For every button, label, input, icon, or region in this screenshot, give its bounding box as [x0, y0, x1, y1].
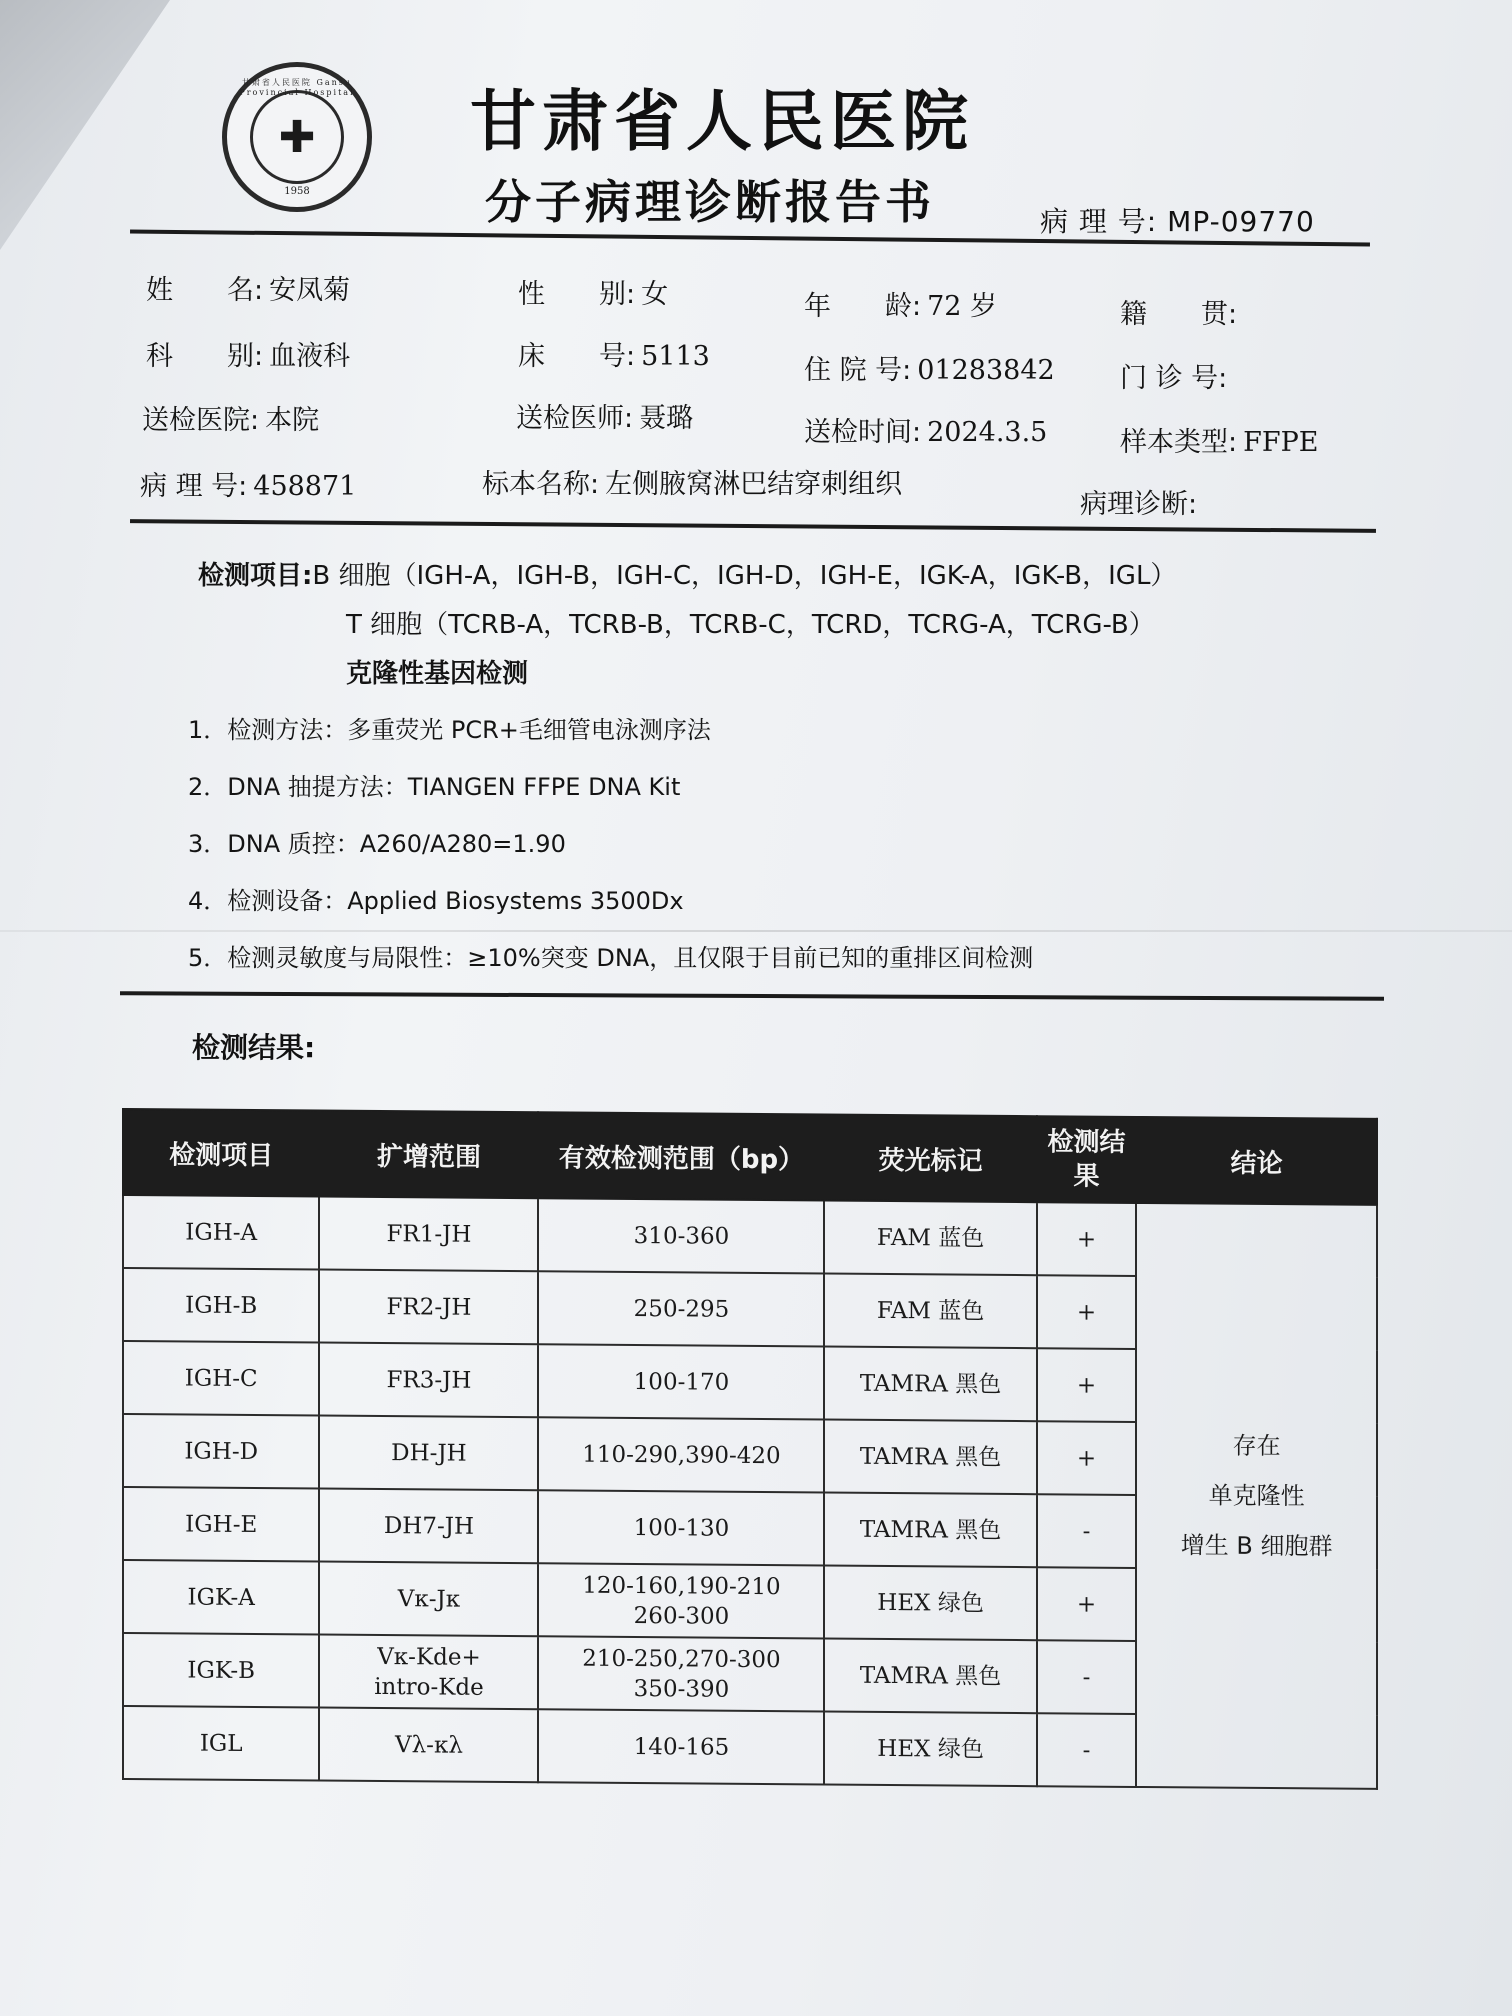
field-bed-no	[518, 334, 710, 373]
field-sending-doctor-label: 送检医师:	[516, 403, 634, 434]
cell-amplification-range: FR3-JH	[319, 1343, 538, 1418]
cell-test-result: +	[1037, 1348, 1137, 1422]
cell-test-item: IGK-A	[123, 1560, 319, 1635]
cell-amplification-range: FR2-JH	[319, 1270, 538, 1345]
field-gender	[518, 272, 668, 311]
field-gender-value: 女	[641, 279, 669, 310]
test-items-summary: 克隆性基因检测	[346, 659, 529, 689]
cell-fluorescent-label: FAM 蓝色	[824, 1201, 1036, 1276]
field-gender-label: 性 别:	[518, 279, 636, 310]
field-sending-doctor	[516, 396, 693, 435]
medical-emblem-icon: ✚	[250, 90, 344, 184]
conclusion-line: 增生 B 细胞群	[1180, 1531, 1333, 1561]
cell-test-item: IGH-C	[123, 1341, 319, 1416]
field-pathology-no-label: 病 理 号:	[140, 471, 248, 502]
hospital-name: 甘肃省人民医院	[470, 82, 974, 160]
pathology-no-top-value: MP-09770	[1167, 205, 1315, 238]
field-sending-hospital	[142, 398, 319, 437]
test-items-b-cell: B 细胞（IGH-A，IGH-B，IGH-C，IGH-D，IGH-E，IGK-A，IGK-B，IGL）	[312, 561, 1177, 591]
cell-test-result: +	[1037, 1275, 1137, 1349]
field-sending-time	[804, 410, 1047, 449]
cell-fluorescent-label: TAMRA 黑色	[824, 1347, 1036, 1422]
cell-test-result: +	[1037, 1202, 1137, 1276]
field-sending-time-label: 送检时间:	[804, 417, 922, 448]
field-specimen-name-label: 标本名称:	[482, 469, 600, 500]
cell-amplification-range: DH-JH	[319, 1416, 538, 1491]
cell-fluorescent-label: TAMRA 黑色	[824, 1493, 1036, 1568]
cell-detection-range: 100-130	[538, 1490, 824, 1565]
field-sending-hospital-label: 送检医院:	[142, 405, 260, 436]
header-detection-range: 有效检测范围（bp）	[538, 1112, 824, 1200]
cell-test-item: IGH-D	[123, 1414, 319, 1489]
paper-fold	[0, 930, 1512, 932]
cell-fluorescent-label: TAMRA 黑色	[824, 1420, 1036, 1495]
field-sending-time-value: 2024.3.5	[927, 417, 1048, 448]
cell-test-item: IGK-B	[123, 1633, 319, 1708]
field-bed-no-label: 床 号:	[518, 341, 636, 372]
field-pathology-no-value: 458871	[253, 471, 357, 502]
field-sending-hospital-value: 本院	[265, 405, 320, 436]
cell-fluorescent-label: FAM 蓝色	[824, 1274, 1036, 1349]
field-department-label: 科 别:	[146, 341, 264, 372]
cell-test-result: -	[1037, 1640, 1137, 1714]
cell-detection-range: 210-250,270-300 350-390	[538, 1636, 824, 1711]
method-list	[188, 710, 1033, 995]
field-outpatient-no-label: 门 诊 号:	[1120, 363, 1228, 394]
cell-detection-range: 100-170	[538, 1344, 824, 1419]
field-native-place	[1120, 292, 1243, 331]
conclusion-line: 单克隆性	[1208, 1481, 1305, 1511]
method-item: 2．DNA 抽提方法：TIANGEN FFPE DNA Kit	[188, 773, 681, 801]
cell-detection-range: 310-360	[538, 1198, 824, 1273]
field-sending-doctor-value: 聂璐	[639, 403, 694, 434]
table-row	[123, 1195, 1377, 1278]
cell-amplification-range: DH7-JH	[319, 1489, 538, 1564]
paper-corner	[0, 0, 170, 250]
test-items	[198, 552, 1176, 699]
test-items-label: 检测项目:	[198, 561, 313, 591]
field-bed-no-value: 5113	[641, 341, 710, 372]
cell-test-result: +	[1037, 1567, 1137, 1641]
header-conclusion: 结论	[1136, 1117, 1377, 1205]
test-items-t-cell: T 细胞（TCRB-A，TCRB-B，TCRB-C，TCRD，TCRG-A，TCRG-B）	[346, 610, 1155, 640]
field-department	[146, 334, 350, 373]
field-age	[804, 284, 997, 323]
cell-detection-range: 120-160,190-210 260-300	[538, 1563, 824, 1638]
field-sample-type-value: FFPE	[1243, 427, 1319, 458]
field-name	[146, 268, 350, 307]
field-native-place-label: 籍 贯:	[1120, 299, 1238, 330]
results-title: 检测结果:	[192, 1031, 316, 1064]
hospital-logo	[222, 62, 372, 212]
field-specimen-name-value: 左侧腋窝淋巴结穿刺组织	[605, 469, 903, 500]
field-sample-type	[1120, 420, 1318, 459]
field-age-value: 72 岁	[927, 291, 998, 322]
header-test-result: 检测结果	[1037, 1116, 1137, 1203]
logo-year: 1958	[284, 186, 310, 197]
cell-test-result: -	[1037, 1713, 1137, 1787]
field-age-label: 年 龄:	[804, 291, 922, 322]
field-pathology-diagnosis-label: 病理诊断:	[1080, 489, 1198, 520]
cell-test-result: +	[1037, 1421, 1137, 1495]
header-amplification-range: 扩增范围	[319, 1111, 538, 1199]
pathology-no-top-label: 病 理 号:	[1040, 205, 1158, 238]
results-table	[122, 1108, 1378, 1790]
cell-amplification-range: Vκ-Jκ	[319, 1562, 538, 1637]
field-inpatient-no-value: 01283842	[917, 355, 1055, 386]
pathology-no-top	[1040, 200, 1315, 240]
method-item: 1．检测方法：多重荧光 PCR+毛细管电泳测序法	[188, 716, 711, 744]
method-item: 3．DNA 质控：A260/A280=1.90	[188, 830, 566, 858]
cell-test-item: IGH-E	[123, 1487, 319, 1562]
conclusion-line: 存在	[1232, 1431, 1281, 1461]
field-outpatient-no	[1120, 356, 1233, 395]
report-title: 分子病理诊断报告书	[485, 175, 935, 229]
field-inpatient-no-label: 住 院 号:	[804, 355, 912, 386]
cell-test-item: IGH-A	[123, 1195, 319, 1270]
cell-detection-range: 110-290,390-420	[538, 1417, 824, 1492]
field-pathology-diagnosis	[1080, 482, 1203, 521]
header-test-item: 检测项目	[123, 1109, 319, 1197]
field-pathology-no	[140, 464, 356, 503]
field-name-label: 姓 名:	[146, 275, 264, 306]
method-item: 4．检测设备：Applied Biosystems 3500Dx	[188, 887, 684, 915]
cell-detection-range: 140-165	[538, 1709, 824, 1784]
logo-ring-text: 甘肃省人民医院 Gansu Provincial Hospital	[239, 78, 355, 97]
cell-fluorescent-label: TAMRA 黑色	[824, 1639, 1036, 1714]
cell-test-item: IGL	[123, 1706, 319, 1781]
cell-test-result: -	[1037, 1494, 1137, 1568]
field-inpatient-no	[804, 348, 1055, 387]
cell-amplification-range: Vκ-Kde+ intro-Kde	[319, 1635, 538, 1710]
header-fluorescent-label: 荧光标记	[824, 1115, 1036, 1203]
field-name-value: 安凤菊	[269, 275, 351, 306]
cell-detection-range: 250-295	[538, 1271, 824, 1346]
cell-amplification-range: Vλ-κλ	[319, 1708, 538, 1783]
cell-conclusion	[1136, 1203, 1377, 1789]
info-rule	[130, 519, 1376, 533]
field-sample-type-label: 样本类型:	[1120, 427, 1238, 458]
cell-fluorescent-label: HEX 绿色	[824, 1566, 1036, 1641]
cell-amplification-range: FR1-JH	[319, 1197, 538, 1272]
method-item: 5．检测灵敏度与局限性：≥10%突变 DNA，且仅限于目前已知的重排区间检测	[188, 944, 1034, 972]
table-header-row	[123, 1109, 1377, 1205]
cell-fluorescent-label: HEX 绿色	[824, 1712, 1036, 1787]
field-specimen-name	[482, 462, 902, 501]
field-department-value: 血液科	[269, 341, 351, 372]
cell-test-item: IGH-B	[123, 1268, 319, 1343]
